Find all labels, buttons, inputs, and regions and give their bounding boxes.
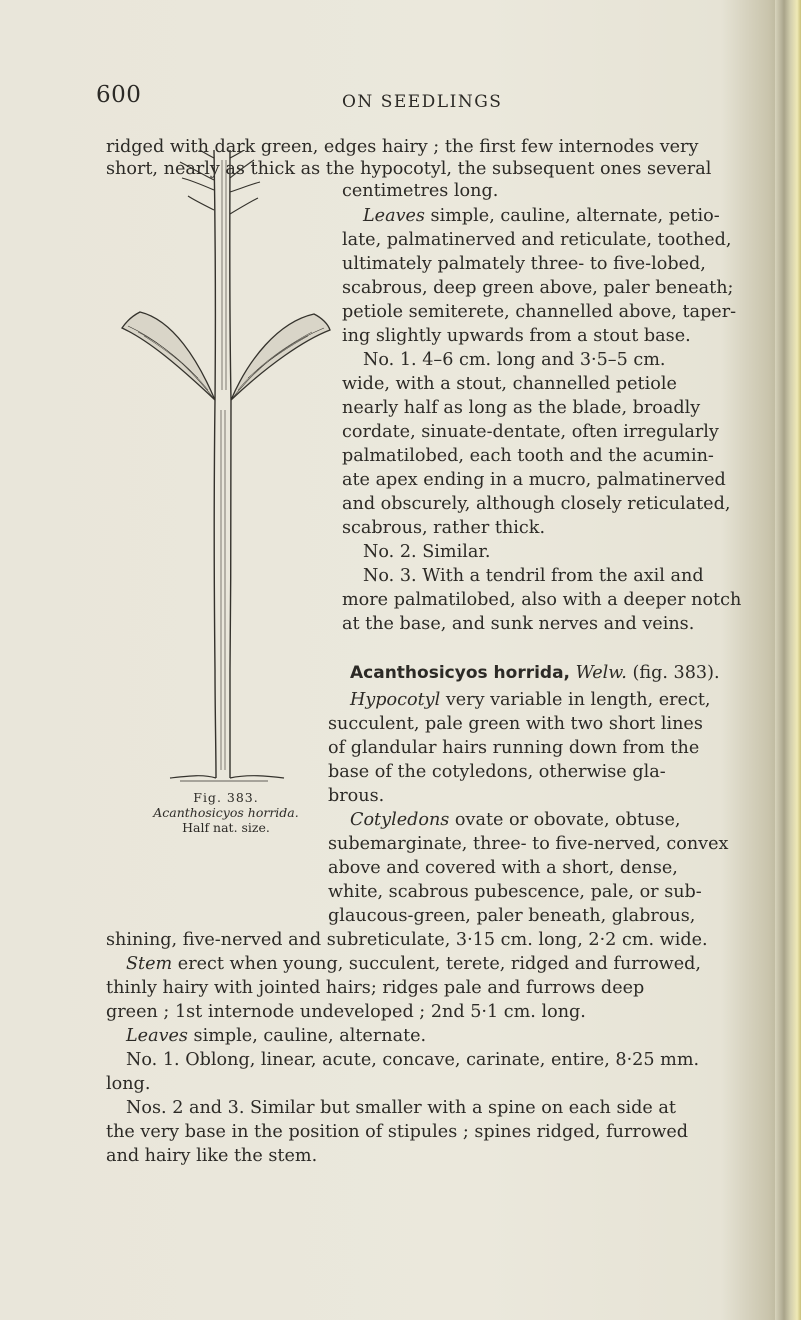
page-number: 600 <box>96 82 142 108</box>
text-line <box>126 952 701 976</box>
text-line: ultimately palmately three- to five-lobed, <box>342 254 706 274</box>
left-spine-1 <box>180 162 214 190</box>
text-line: scabrous, deep green above, paler beneath; <box>342 278 734 298</box>
text-line: petiole semiterete, channelled above, taper- <box>342 302 737 322</box>
text-line: white, scabrous pubescence, pale, or sub- <box>328 882 702 902</box>
text-span: very variable in length, erect, <box>440 690 711 710</box>
text-span: ovate or obovate, obtuse, <box>449 810 681 830</box>
figure-scale: Half nat. size. <box>182 820 270 835</box>
text-line <box>126 1024 426 1048</box>
figure-species: Acanthosicyos horrida. <box>153 805 299 820</box>
text-line: and hairy like the stem. <box>106 1146 318 1166</box>
hypocotyl-stem <box>214 400 216 778</box>
text-line: cordate, sinuate-dentate, often irregularly <box>342 422 719 442</box>
term-leaves: Leaves <box>363 206 425 226</box>
text-line: ridged with dark green, edges hairy ; the first few internodes very <box>106 137 699 157</box>
text-line: subemarginate, three- to five-nerved, convex <box>328 834 729 854</box>
text-line: late, palmatinerved and reticulate, toothed, <box>342 230 732 250</box>
species-name: Acanthosicyos horrida, <box>350 663 571 683</box>
running-head: ON SEEDLINGS <box>342 92 503 112</box>
upper-shoot <box>214 150 231 400</box>
text-line: centimetres long. <box>342 181 499 201</box>
term-leaves-2: Leaves <box>126 1026 188 1046</box>
text-line: No. 2. Similar. <box>363 542 491 562</box>
text-line: No. 1. Oblong, linear, acute, concave, carinate, entire, 8·25 mm. <box>126 1050 700 1070</box>
text-line: and obscurely, although closely reticulated, <box>342 494 731 514</box>
text-line: palmatilobed, each tooth and the acumin- <box>342 446 714 466</box>
text-line: green ; 1st internode undeveloped ; 2nd 5·1 cm. long. <box>106 1002 586 1022</box>
text-line: ing slightly upwards from a stout base. <box>342 326 691 346</box>
right-spine-2 <box>230 198 258 214</box>
text-span: simple, cauline, alternate. <box>187 1026 427 1046</box>
species-author: Welw. <box>575 663 627 683</box>
figure-reference: (fig. 383). <box>626 663 720 683</box>
text-line <box>363 204 720 228</box>
text-line: long. <box>106 1074 151 1094</box>
text-line: shining, five-nerved and subreticulate, 3·15 cm. long, 2·2 cm. wide. <box>106 930 708 950</box>
text-line: of glandular hairs running down from the <box>328 738 700 758</box>
text-line: at the base, and sunk nerves and veins. <box>342 614 695 634</box>
text-line: wide, with a stout, channelled petiole <box>342 374 677 394</box>
right-spine-1 <box>230 160 260 192</box>
text-line: glaucous-green, paler beneath, glabrous, <box>328 906 696 926</box>
text-line: succulent, pale green with two short lines <box>328 714 703 734</box>
text-line: ate apex ending in a mucro, palmatinerved <box>342 470 726 490</box>
top-spines <box>196 150 248 158</box>
text-line: thinly hairy with jointed hairs; ridges pale and furrows deep <box>106 978 645 998</box>
text-line: base of the cotyledons, otherwise gla- <box>328 762 666 782</box>
page-edge <box>775 0 801 1320</box>
species-heading <box>350 661 720 685</box>
term-hypocotyl: Hypocotyl <box>350 690 441 710</box>
left-spine-2 <box>188 196 214 210</box>
figure-caption <box>108 790 344 835</box>
term-cotyledons: Cotyledons <box>350 810 450 830</box>
text-line: brous. <box>328 786 385 806</box>
figure-label: Fig. 383. <box>193 790 259 805</box>
root-base <box>170 776 284 778</box>
term-stem: Stem <box>126 954 173 974</box>
text-line: nearly half as long as the blade, broadly <box>342 398 701 418</box>
text-line <box>350 688 711 712</box>
text-line: the very base in the position of stipules ; spines ridged, furrowed <box>106 1122 689 1142</box>
text-line: more palmatilobed, also with a deeper notch <box>342 590 742 610</box>
page-header <box>0 82 801 122</box>
right-cotyledon <box>231 314 330 400</box>
seedling-illustration <box>118 150 332 785</box>
text-line: scabrous, rather thick. <box>342 518 546 538</box>
text-line: above and covered with a short, dense, <box>328 858 678 878</box>
text-line <box>350 808 680 832</box>
left-cotyledon <box>122 312 215 400</box>
text-line: Nos. 2 and 3. Similar but smaller with a spine on each side at <box>126 1098 676 1118</box>
text-line: short, nearly as thick as the hypocotyl, the subsequent ones several <box>106 159 712 179</box>
text-span: erect when young, succulent, terete, ridged and furrowed, <box>172 954 702 974</box>
text-span: simple, cauline, alternate, petio- <box>424 206 720 226</box>
text-line: No. 1. 4–6 cm. long and 3·5–5 cm. <box>363 350 666 370</box>
text-line: No. 3. With a tendril from the axil and <box>363 566 704 586</box>
